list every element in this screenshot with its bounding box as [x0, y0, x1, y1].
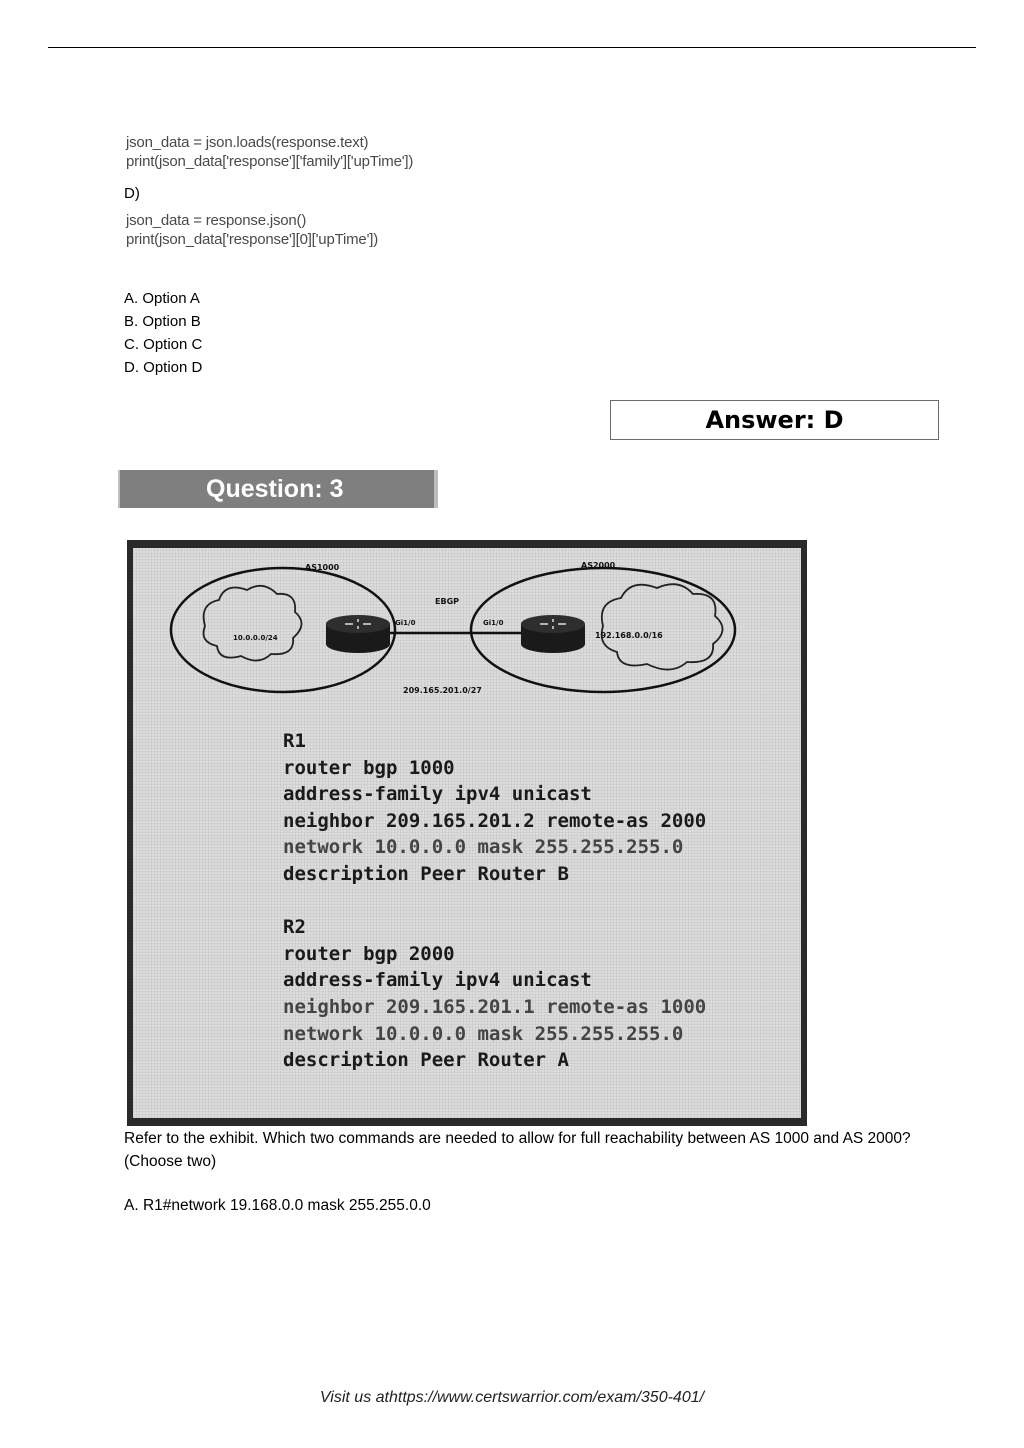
code-snippet-option-c: [126, 133, 413, 171]
question-title: Question: 3: [206, 475, 344, 503]
cloud-icon: [204, 586, 302, 661]
option-item: A. Option A: [124, 290, 200, 307]
config-line: router bgp 2000: [283, 942, 455, 965]
footer-link-text: Visit us athttps://www.certswarrior.com/exam/350-401/: [319, 1389, 705, 1406]
link-subnet-label: 209.165.201.0/27: [403, 686, 482, 695]
as2000-label: AS2000: [581, 561, 616, 570]
config-line: address-family ipv4 unicast: [283, 783, 592, 806]
as2000-boundary: [471, 568, 735, 692]
answer-text: Answer: D: [705, 406, 844, 434]
config-line: address-family ipv4 unicast: [283, 969, 592, 992]
router-icon: [521, 615, 585, 653]
answer-options: [124, 287, 202, 379]
config-line: network 10.0.0.0 mask 255.255.255.0: [283, 1022, 684, 1045]
answer-option-a: A. R1#network 19.168.0.0 mask 255.255.0.0: [124, 1197, 431, 1214]
bgp-topology-diagram: [133, 548, 801, 718]
exhibit-image: [127, 540, 807, 1126]
router-icon: [326, 615, 390, 653]
ebgp-label: EBGP: [435, 597, 459, 606]
option-item: B. Option B: [124, 313, 201, 330]
config-line: neighbor 209.165.201.2 remote-as 2000: [283, 809, 707, 832]
right-network-label: 192.168.0.0/16: [595, 631, 663, 640]
header-rule: [48, 47, 976, 48]
config-line: [283, 888, 706, 915]
config-line: router bgp 1000: [283, 756, 455, 779]
code-line: json_data = response.json(): [126, 212, 307, 229]
left-interface-label: Gi1/0: [395, 619, 416, 627]
left-network-label: 10.0.0.0/24: [233, 634, 278, 642]
config-line: description Peer Router B: [283, 862, 569, 885]
config-line: network 10.0.0.0 mask 255.255.255.0: [283, 836, 684, 859]
code-line: print(json_data['response']['family']['upTime']): [126, 153, 414, 170]
question-text: Refer to the exhibit. Which two commands are needed to allow for full reachability between AS 1000 and AS 2000? (Choose two): [124, 1130, 911, 1170]
config-line: R2: [283, 916, 306, 939]
config-line: R1: [283, 730, 306, 752]
option-d-label: D): [124, 185, 140, 202]
answer-box: [610, 400, 939, 440]
config-line: neighbor 209.165.201.1 remote-as 1000: [283, 995, 707, 1018]
code-line: json_data = json.loads(response.text): [126, 134, 369, 151]
option-item: D. Option D: [124, 359, 203, 376]
right-interface-label: Gi1/0: [483, 619, 504, 627]
router-config: [283, 728, 706, 1074]
code-line: print(json_data['response'][0]['upTime']): [126, 231, 378, 248]
as1000-label: AS1000: [305, 563, 340, 572]
code-snippet-option-d: [126, 211, 378, 249]
config-line: description Peer Router A: [283, 1049, 569, 1072]
cloud-icon: [602, 584, 723, 669]
question-banner: [118, 470, 438, 508]
option-item: C. Option C: [124, 336, 203, 353]
